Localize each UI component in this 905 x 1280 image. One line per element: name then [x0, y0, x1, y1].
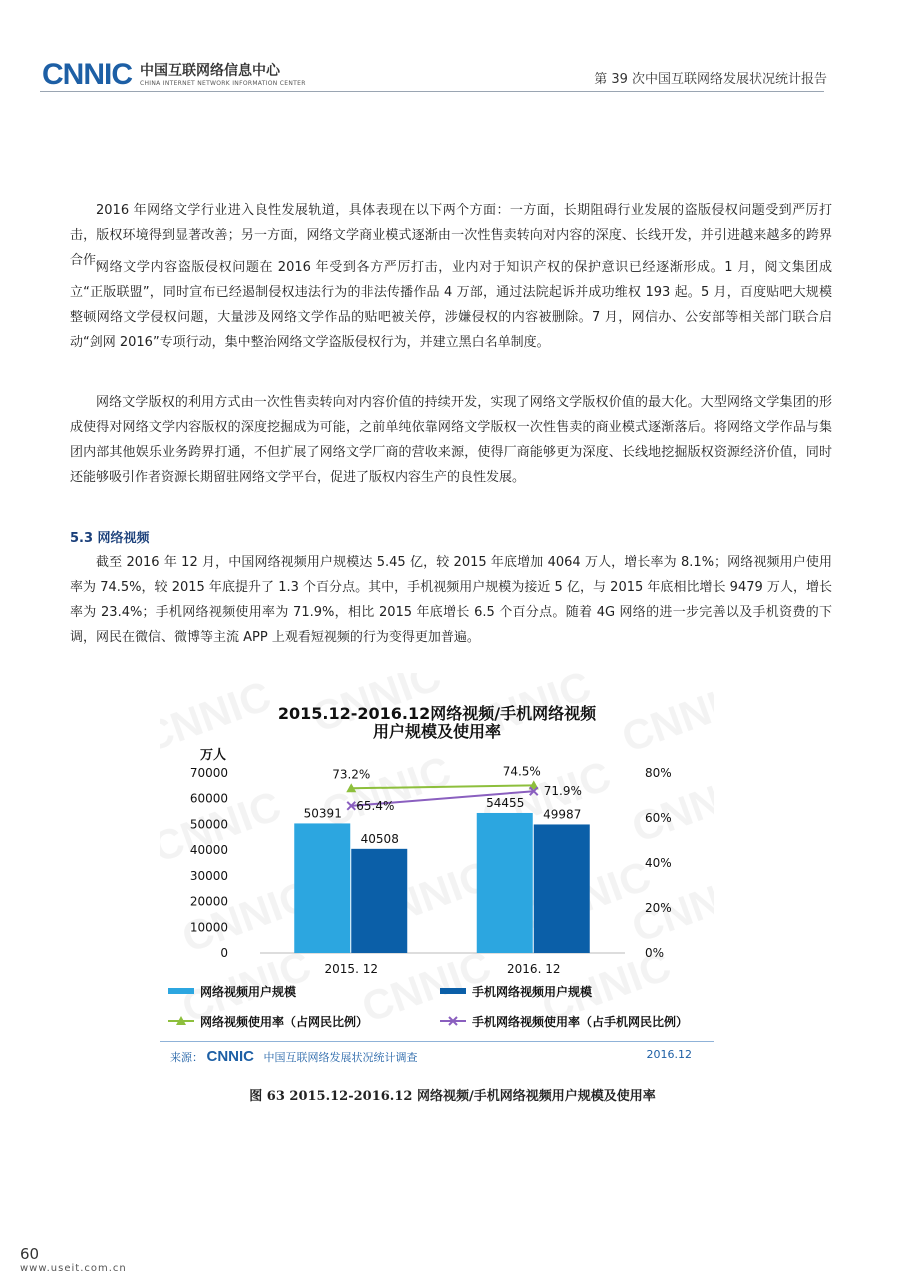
chart-svg: [160, 673, 714, 1073]
y-tick-label: 60000: [189, 791, 228, 806]
chart-title: 2015.12-2016.12网络视频/手机网络视频: [277, 704, 597, 723]
y-tick-label: 10000: [189, 920, 228, 935]
paragraph-3: 网络文学版权的利用方式由一次性售卖转向对内容价值的持续开发，实现了网络文学版权价值的最大化。大型网络文学集团的形成使得对网络文学内容版权的深度挖掘成为可能，之前单纯依靠网络文学版权一次性售卖的商业模式逐渐落后。将网络文学作品与集团内部其他娱乐业务跨界打通，不但扩展了网络文学厂商的营收来源，使得厂商能够更为深度、长线地挖掘版权资源经济价值，同时还能够吸引作者资源长期留驻网络文学平台，促进了版权内容生产的良性发展。: [70, 395, 832, 485]
paragraph-1: 2016 年网络文学行业进入良性发展轨道，具体表现在以下两个方面：一方面，长期阻碍行业发展的盗版侵权问题受到严厉打击，版权环境得到显著改善；另一方面，网络文学商业模式逐渐由一次性售卖转向对内容的深度、长线开发，并引进越来越多的跨界合作。: [70, 203, 832, 268]
legend-label: 手机网络视频用户规模: [472, 985, 593, 999]
y2-tick-label: 80%: [645, 766, 672, 780]
legend-label: 手机网络视频使用率（占手机网民比例）: [472, 1015, 689, 1029]
chart-container: [160, 673, 714, 1073]
bar: [351, 849, 407, 953]
org-name-en: CHINA INTERNET NETWORK INFORMATION CENTER: [140, 80, 306, 87]
y-tick-label: 70000: [189, 766, 228, 780]
page-header: [0, 0, 905, 95]
series-line: [351, 785, 534, 788]
line-value-label: 73.2%: [332, 767, 371, 782]
source-text: 中国互联网络发展状况统计调查: [263, 1051, 418, 1064]
bar-value-label: 54455: [486, 795, 525, 810]
paragraph-4: 截至 2016 年 12 月，中国网络视频用户规模达 5.45 亿，较 2015 年底增加 4064 万人，增长率为 8.1%；网络视频用户使用率为 74.5%，较 2015 年底提升了 1.3 个百分点。其中，手机视频用户规模为接近 5 亿，与 2015 年底相比增长 9479 万人，增长率为 23.4%；手机网络视频使用率为 71.9%，相比 2015 年底增长 6.5 个百分点。随着 4G 网络的进一步完善以及手机资费的下调，网民在微信、微博等主流 APP 上观看短视频的行为变得更加普遍。: [70, 555, 832, 645]
bar-value-label: 50391: [303, 806, 342, 821]
line-value-label: 74.5%: [502, 764, 541, 779]
legend-label: 网络视频用户规模: [200, 985, 297, 999]
x-tick-label: 2015. 12: [324, 962, 378, 976]
bar-value-label: 49987: [543, 807, 582, 822]
y-tick-label: 0: [220, 946, 228, 960]
source-date: 2016.12: [646, 1048, 692, 1061]
paragraph-2: 网络文学内容盗版侵权问题在 2016 年受到各方严厉打击，业内对于知识产权的保护意识已经逐渐形成。1 月，阅文集团成立“正版联盟”，同时宣布已经遏制侵权违法行为的非法传播作品 4 万部，通过法院起诉并成功维权 193 起。5 月，百度贴吧大规模整顿网络文学侵权问题，大量涉及网络文学作品的贴吧被关停，涉嫌侵权的内容被删除。7 月，网信办、公安部等相关部门联合启动“剑网 2016”专项行动，集中整治网络文学盗版侵权行为，并建立黑白名单制度。: [70, 260, 832, 350]
chart-subtitle: 用户规模及使用率: [372, 722, 501, 741]
bar: [294, 823, 350, 953]
legend-label: 网络视频使用率（占网民比例）: [200, 1015, 369, 1029]
report-title: 第 39 次中国互联网络发展状况统计报告: [594, 72, 827, 87]
bar: [534, 824, 590, 953]
line-value-label: 71.9%: [543, 784, 582, 799]
chart-source: [170, 1048, 418, 1065]
x-tick-label: 2016. 12: [507, 962, 561, 976]
site-watermark: www.useit.com.cn: [20, 1263, 127, 1274]
source-prefix: 来源：: [170, 1051, 203, 1064]
legend-swatch: [440, 988, 466, 994]
logo-text: CNNIC: [42, 58, 132, 91]
bar-value-label: 40508: [360, 831, 399, 846]
figure-caption: 图 63 2015.12-2016.12 网络视频/手机网络视频用户规模及使用率: [249, 1089, 656, 1104]
y-tick-label: 50000: [189, 817, 228, 832]
y-axis-unit: 万人: [200, 748, 227, 763]
source-logo: CNNIC: [206, 1048, 254, 1065]
section-title: 5.3 网络视频: [70, 531, 150, 546]
y2-tick-label: 40%: [645, 856, 672, 870]
line-value-label: 65.4%: [356, 798, 395, 813]
legend-swatch: [168, 988, 194, 994]
y-tick-label: 30000: [189, 868, 228, 883]
y-tick-label: 20000: [189, 894, 228, 909]
y-tick-label: 40000: [189, 843, 228, 858]
cnnic-logo: [42, 58, 306, 92]
source-divider: [160, 1041, 714, 1042]
y2-tick-label: 0%: [645, 946, 665, 960]
y2-tick-label: 60%: [645, 811, 672, 825]
bar: [477, 813, 533, 953]
page-number: 60: [20, 1245, 40, 1263]
header-divider: [40, 91, 824, 92]
y2-tick-label: 20%: [645, 901, 672, 915]
org-name-cn: 中国互联网络信息中心: [140, 63, 280, 79]
